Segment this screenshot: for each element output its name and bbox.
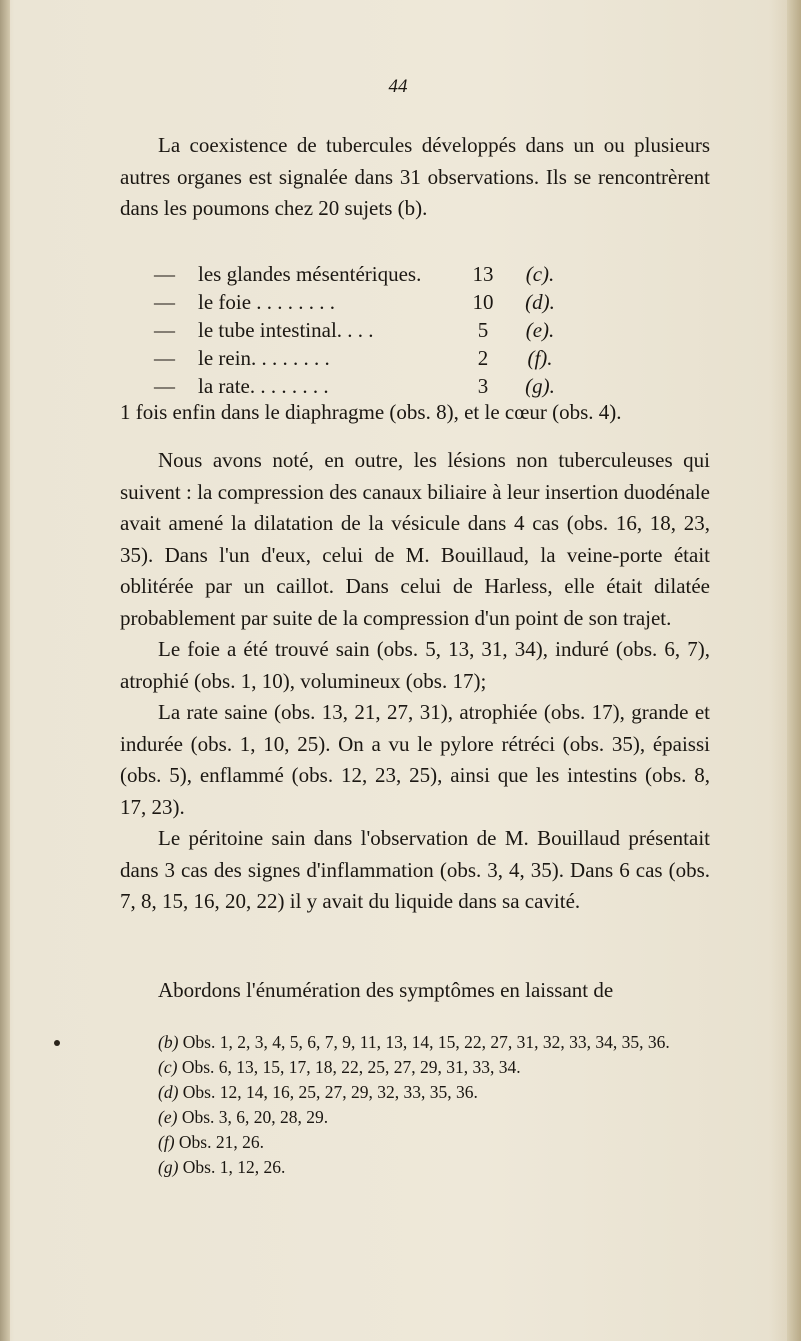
organ-label: la rate. . . . . . . . — [198, 374, 329, 398]
lesions-section — [120, 445, 710, 918]
organ-note: (d). — [525, 290, 555, 314]
dash: — — [154, 318, 175, 342]
organ-note: (c). — [525, 262, 555, 286]
paragraph: Abordons l'énumération des symptômes en laissant de — [158, 978, 614, 1002]
organ-count: 10 — [472, 290, 494, 314]
page-edge-left — [0, 0, 10, 1341]
dash: — — [154, 374, 175, 398]
organ-row — [154, 372, 714, 400]
footnote — [120, 1155, 710, 1180]
footnote — [120, 1055, 710, 1080]
footnote-key: (d) — [158, 1082, 179, 1102]
organ-note: (g). — [525, 374, 555, 398]
organ-row — [154, 344, 714, 372]
organ-row — [154, 316, 714, 344]
page-edge-right — [787, 0, 801, 1341]
dash: — — [154, 290, 175, 314]
intro-text: La coexistence de tubercules développés dans un ou plusieurs autres organes est signalée dans 31 observations. Ils se rencontrèrent dans les poumons chez 20 sujets (b). — [120, 133, 710, 220]
footnote — [120, 1130, 710, 1155]
organ-count: 13 — [472, 262, 494, 286]
footnote-key: (g) — [158, 1157, 179, 1177]
intro-paragraph — [120, 130, 710, 225]
footnote — [120, 1080, 710, 1105]
footnote-text: Obs. 12, 14, 16, 25, 27, 29, 32, 33, 35, 36. — [182, 1082, 478, 1102]
organ-list — [154, 260, 714, 400]
paragraph: La rate saine (obs. 13, 21, 27, 31), atrophiée (obs. 17), grande et indurée (obs. 1, 10, 25). On a vu le pylore rétréci (obs. 35), épaissi (obs. 5), enflammé (obs. 12, 23, 25), ainsi que les intestins (obs. 8, 17, 23). — [120, 700, 710, 819]
diaphragm-line: 1 fois enfin dans le diaphragme (obs. 8), et le cœur (obs. 4). — [120, 400, 622, 424]
footnote-key: (e) — [158, 1107, 178, 1127]
footnotes — [120, 1030, 710, 1180]
paragraph: Le foie a été trouvé sain (obs. 5, 13, 31, 34), induré (obs. 6, 7), atrophié (obs. 1, 10), volumineux (obs. 17); — [120, 637, 710, 693]
page-number: 44 — [388, 76, 408, 97]
organ-label: le rein. . . . . . . . — [198, 346, 330, 370]
organ-row — [154, 260, 714, 288]
footnote-key: (b) — [158, 1032, 179, 1052]
dash: — — [154, 262, 175, 286]
organ-label: le foie . . . . . . . . — [198, 290, 336, 314]
footnote — [120, 1105, 710, 1130]
footnote-text: Obs. 1, 12, 26. — [182, 1157, 286, 1177]
paragraph: Le péritoine sain dans l'observation de M. Bouillaud présentait dans 3 cas des signes d'inflammation (obs. 3, 4, 35). Dans 6 cas (obs. 7, 8, 15, 16, 20, 22) il y avait du liquide dans sa cavité. — [120, 826, 710, 913]
paragraph: Nous avons noté, en outre, les lésions non tuberculeuses qui suivent : la compression des canaux biliaire à leur insertion duodénale avait amené la dilatation de la vésicule dans 4 cas (obs. 16, 18, 23, 35). Dans l'un d'eux, celui de M. Bouillaud, la veine-porte était oblitérée par un caillot. Dans celui de Harless, elle était dilatée probablement par suite de la compression d'un point de son trajet. — [120, 448, 710, 630]
footnote-text: Obs. 3, 6, 20, 28, 29. — [181, 1107, 329, 1127]
dash: — — [154, 346, 175, 370]
organ-label: le tube intestinal. . . . — [198, 318, 374, 342]
organ-count: 5 — [477, 318, 489, 342]
footnote-text: Obs. 6, 13, 15, 17, 18, 22, 25, 27, 29, 31, 33, 34. — [181, 1057, 521, 1077]
footnote-key: (f) — [158, 1132, 175, 1152]
organ-count: 2 — [477, 346, 489, 370]
organ-note: (e). — [525, 318, 555, 342]
footnote-text: Obs. 21, 26. — [178, 1132, 264, 1152]
symptoms-section — [120, 975, 710, 1007]
organ-row — [154, 288, 714, 316]
organ-label: les glandes mésentériques. — [198, 262, 422, 286]
organ-note: (f). — [527, 346, 553, 370]
footnote — [120, 1030, 710, 1055]
ink-dot — [54, 1040, 60, 1046]
footnote-key: (c) — [158, 1057, 178, 1077]
organ-count: 3 — [477, 374, 489, 398]
footnote-text: Obs. 1, 2, 3, 4, 5, 6, 7, 9, 11, 13, 14, 15, 22, 27, 31, 32, 33, 34, 35, 36. — [182, 1032, 670, 1052]
